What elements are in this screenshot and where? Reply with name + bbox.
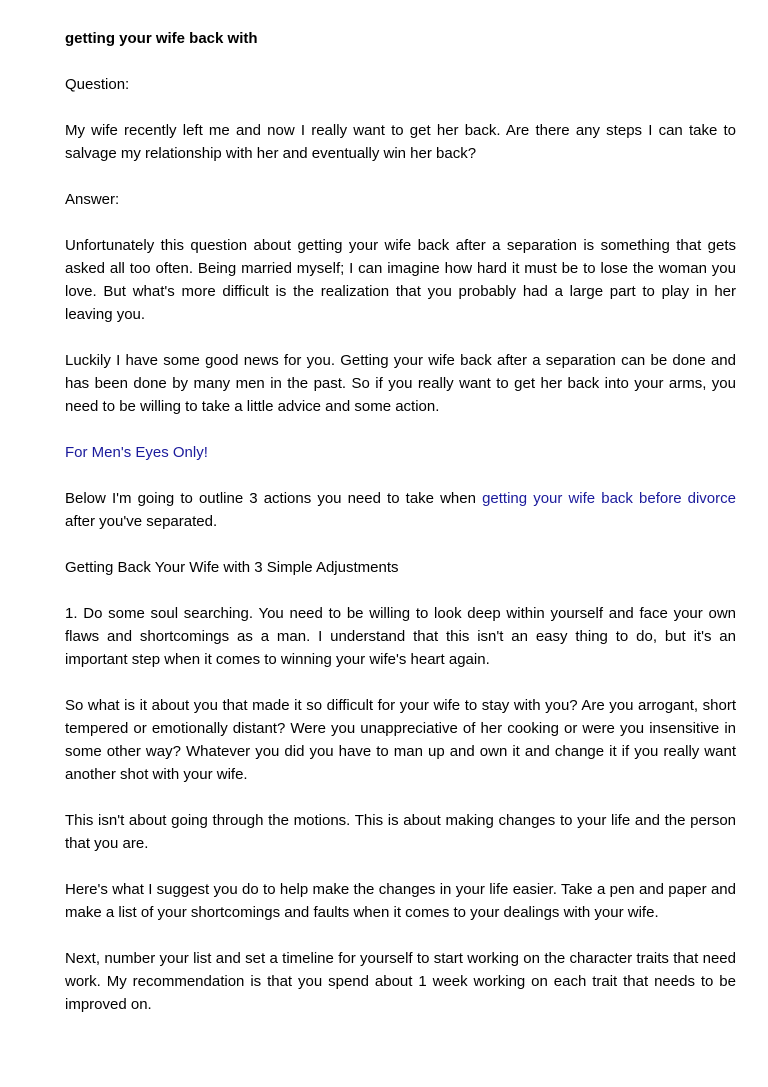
answer-paragraph-8: Next, number your list and set a timeline for yourself to start working on the character traits that need work. My recommendation is that you spend about 1 week working on each trait that needs to be improved on. xyxy=(65,950,736,1013)
link-paragraph xyxy=(65,441,736,464)
answer-label: Answer: xyxy=(65,191,120,208)
document-page xyxy=(65,27,736,1039)
answer-paragraph-6: This isn't about going through the motions. This is about making changes to your life and the person that you are. xyxy=(65,812,736,852)
question-text: My wife recently left me and now I really want to get her back. Are there any steps I can take to salvage my relationship with her and eventually win her back? xyxy=(65,122,736,162)
answer-paragraph-3 xyxy=(65,487,736,533)
answer-paragraph-7: Here's what I suggest you do to help make the changes in your life easier. Take a pen and paper and make a list of your shortcomings and faults when it comes to your dealings with your wife. xyxy=(65,881,736,921)
answer-paragraph-1: Unfortunately this question about getting your wife back after a separation is something that gets asked all too often. Being married myself; I can imagine how hard it must be to lose the woman you love. But what's more difficult is the realization that you probably had a large part to play in her leaving you. xyxy=(65,237,736,323)
answer-paragraph-5: So what is it about you that made it so difficult for your wife to stay with you? Are you arrogant, short tempered or emotionally distant? Were you unappreciative of her cooking or were you insensitive in some other way? Whatever you did you have to man up and own it and change it if you really want another shot with your wife. xyxy=(65,697,736,783)
answer-paragraph-2: Luckily I have some good news for you. Getting your wife back after a separation can be done and has been done by many men in the past. So if you really want to get her back into your arms, you need to be willing to take a little advice and some action. xyxy=(65,352,736,415)
paragraph-3-text-after: after you've separated. xyxy=(65,513,218,530)
page-title: getting your wife back with xyxy=(65,30,258,47)
wife-back-before-divorce-link[interactable]: getting your wife back before divorce xyxy=(482,490,736,507)
paragraph-3-text-before: Below I'm going to outline 3 actions you need to take when xyxy=(65,490,483,507)
mens-eyes-only-link[interactable]: For Men's Eyes Only! xyxy=(65,444,208,461)
section-heading: Getting Back Your Wife with 3 Simple Adjustments xyxy=(65,559,399,576)
question-label: Question: xyxy=(65,76,130,93)
answer-paragraph-4: 1. Do some soul searching. You need to be willing to look deep within yourself and face your own flaws and shortcomings as a man. I understand that this isn't an easy thing to do, but it's an important step when it comes to winning your wife's heart again. xyxy=(65,605,736,668)
